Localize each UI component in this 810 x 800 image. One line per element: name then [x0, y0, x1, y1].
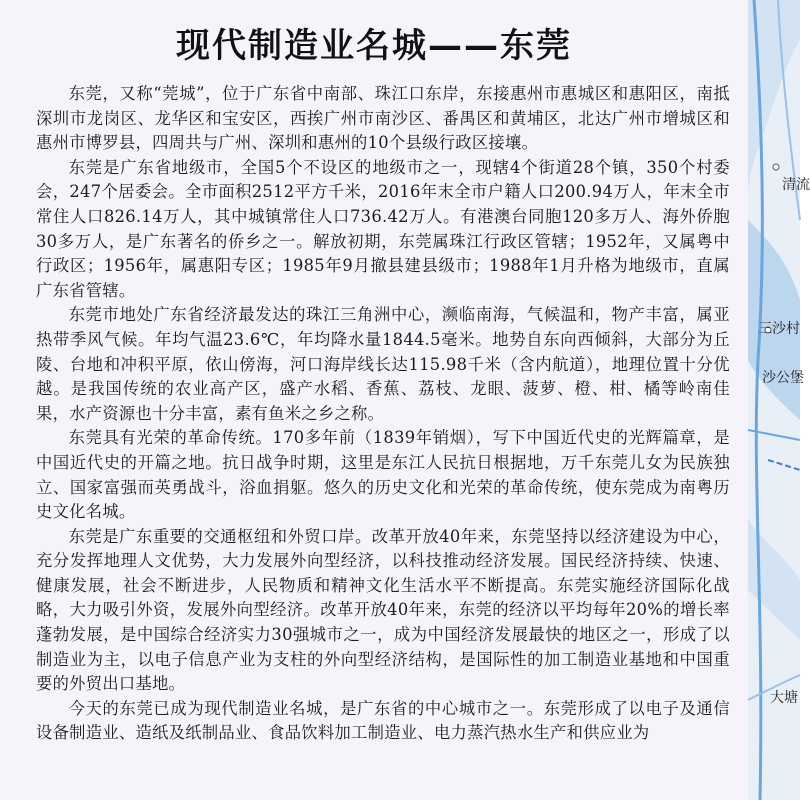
map-label: 大塘 — [770, 690, 798, 706]
map-label: 沙公堡 — [762, 370, 804, 386]
article-body — [36, 82, 730, 746]
map-strip — [748, 0, 810, 800]
paragraph: 东莞是广东重要的交通枢纽和外贸口岸。改革开放40年来，东莞坚持以经济建设为中心，充分发挥地理人文优势，大力发展外向型经济，以科技推动经济发展。国民经济持续、快速、健康发展，社会不断进步，人民物质和精神文化生活水平不断提高。东莞实施经济国际化战略，大力吸引外资，发展外向型经济。改革开放40年来，东莞的经济以平均每年20%的增长率蓬勃发展，是中国综合经济实力30强城市之一，成为中国经济发展最快的地区之一，形成了以制造业为主，以电子信息产业为支柱的外向型经济结构，是国际性的加工制造业基地和中国重要的外贸出口基地。 — [36, 526, 730, 694]
map-label: 三沙村 — [758, 321, 800, 337]
paragraph: 东莞市地处广东省经济最发达的珠江三角洲中心，濒临南海，气候温和，物产丰富，属亚热带季风气候。年均气温23.6℃，年均降水量1844.5毫米。地势自东向西倾斜，大部分为丘陵、台地和冲积平原，依山傍海，河口海岸线长达115.98千米（含内航道），地理位置十分优越。是我国传统的农业高产区，盛产水稻、香蕉、荔枝、龙眼、菠萝、橙、柑、橘等岭南佳果，水产资源也十分丰富，素有鱼米之乡之称。 — [36, 305, 730, 423]
paragraph: 今天的东莞已成为现代制造业名城，是广东省的中心城市之一。东莞形成了以电子及通信设备制造业、造纸及纸制品业、食品饮料加工制造业、电力蒸汽热水生产和供应业为 — [36, 698, 730, 743]
map-label: 清流 — [782, 177, 810, 193]
page-title: 现代制造业名城——东莞 — [176, 26, 572, 66]
paragraph: 东莞是广东省地级市，全国5个不设区的地级市之一，现辖4个街道28个镇，350个村委会，247个居委会。全市面积2512平方千米，2016年末全市户籍人口200.94万人，年末全市常住人口826.14万人，其中城镇常住人口736.42万人。有港澳台同胞120多万人、海外侨胞30多万人，是广东著名的侨乡之一。解放初期，东莞属珠江行政区管辖；1952年，又属粤中行政区；1956年，属惠阳专区；1985年9月撤县建县级市；1988年1月升格为地级市，直属广东省管辖。 — [36, 157, 730, 300]
map-graphic — [748, 0, 800, 800]
paragraph: 东莞，又称“莞城”，位于广东省中南部、珠江口东岸，东接惠州市惠城区和惠阳区，南抵深圳市龙岗区、龙华区和宝安区，西挨广州市南沙区、番禺区和黄埔区，北达广州市增城区和惠州市博罗县，四周共与广州、深圳和惠州的10个县级行政区接壤。 — [36, 84, 730, 153]
paragraph: 东莞具有光荣的革命传统。170多年前（1839年销烟），写下中国近代史的光辉篇章，是中国近代史的开篇之地。抗日战争时期，这里是东江人民抗日根据地，万千东莞儿女为民族独立、国家富强而英勇战斗，浴血捐躯。悠久的历史文化和光荣的革命传统，使东莞成为南粤历史文化名城。 — [36, 428, 730, 522]
